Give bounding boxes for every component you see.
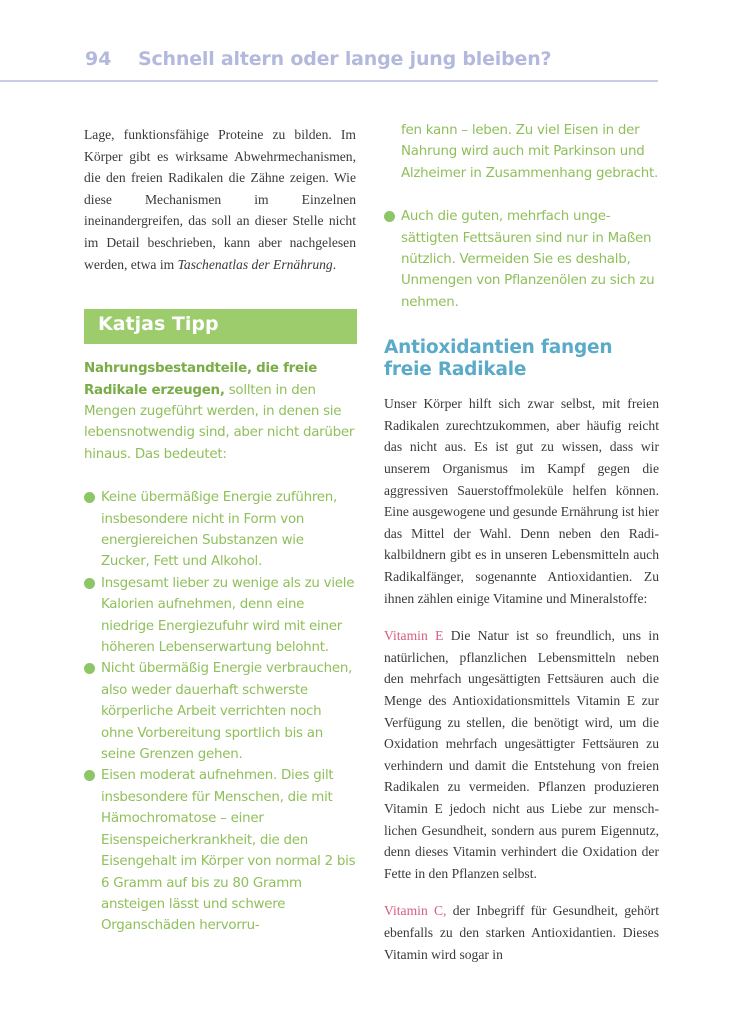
intro-end: . — [332, 256, 337, 272]
tipp-box-header — [84, 309, 357, 344]
bullet-text: Eisen moderat aufnehmen. Dies gilt insbesondere für Menschen, die mit Hämochromatose – einer Eisenspeicherkrankheit, die den Eisengehalt im Körper von normal 2 bis 6 Gramm auf bis zu 80 Gramm ansteigen lässt und schwere Organschäden hervorru- — [101, 768, 356, 934]
right-bullet-list — [384, 206, 659, 313]
tipp-intro-rest: sollten in den Mengen zugeführt werden, in denen sie lebensnotwendig sind, aber nicht darüber hinaus. Das bedeutet: — [84, 382, 355, 462]
tipp-title: Katjas Tipp — [98, 313, 219, 336]
tipp-intro-bold: Nahrungsbestandteile, die freie Radikale erzeugen, — [84, 361, 318, 398]
vitamin-e-label: Vitamin E — [384, 628, 444, 644]
bullet-dot-icon — [84, 492, 95, 503]
intro-text: Lage, funktionsfähige Proteine zu bilden. Im Körper gibt es wirksame Abwehrmechanismen, die den freien Radikalen die Zähne zeigen. Wie diese Mechanismen im Einzelnen ineinandergreifen, das soll an dieser Stelle nicht im Detail beschrieben, kann aber nachgelesen werden, etwa im — [84, 127, 356, 272]
list-item — [84, 658, 356, 765]
vitamin-c-label: Vitamin C, — [384, 903, 447, 919]
list-item — [84, 573, 356, 659]
list-item — [84, 487, 356, 573]
page-number: 94 — [85, 48, 112, 70]
bullet-dot-icon — [84, 770, 95, 781]
vitamin-c-paragraph — [384, 900, 659, 965]
book-title-italic: Taschenatlas der Ernährung — [177, 256, 333, 272]
vitamin-c-text: der Inbegriff für Gesundheit, gehört ebenfalls zu den starken Antioxidantien. Dieses Vitamin wird sogar in — [384, 903, 659, 962]
bullet-text: Nicht übermäßig Energie verbrauchen, also weder dauerhaft schwerste körperliche Arbeit verrichten noch ohne Vorbereitung sportlich bis an seine Grenzen gehen. — [101, 661, 353, 763]
bullet-dot-icon — [84, 663, 95, 674]
body-paragraph: Unser Körper hilft sich zwar selbst, mit freien Radikalen zurechtzukommen, aber häufig reicht das nicht aus. Es ist gut zu wissen, dass wir unserem Organismus im Kampf gegen die aggressiven Sauerstoffmoleküle helfen können. Eine ausgewogene und gesunde Ernährung ist hier das Mittel der Wahl. Denn neben den Radikalbildnern gibt es in unseren Lebensmitteln auch Radikalfänger, sogenannte Antioxidantien. Zu ihnen zählen einige Vitamine und Mineralstoffe: — [384, 396, 659, 606]
right-column — [384, 120, 659, 965]
running-header — [0, 40, 658, 82]
intro-paragraph — [84, 124, 356, 275]
tipp-bullet-list — [84, 487, 356, 937]
bullet-dot-icon — [384, 211, 395, 222]
bullet-text: Auch die guten, mehrfach ungesättigten Fettsäuren sind nur in Maßen nützlich. Vermeiden Sie es deshalb, Unmengen von Pflanzenölen zu sich zu nehmen. — [401, 209, 655, 310]
section-heading: Antioxidantien fangen freie Radikale — [384, 337, 613, 381]
vitamin-e-text: Die Natur ist so freundlich, uns in natürlichen, pflanzlichen Lebensmitteln neben den mehrfach ungesättigten Fettsäuren auch die Menge des Antioxidationsmittels Vitamin E zur Verfügung zu stellen, die benötigt wird, um die Oxidation mehrfach ungesättigter Fettsäuren zu verhindern und damit die Entstehung von freien Radikalen zu vermeiden. Pflanzen produzieren Vitamin E jedoch nicht aus Liebe zur menschlichen Gesundheit, sondern aus purem Eigennutz, denn dieses Vitamin verhindert die Oxidation der Fette in den Pflanzen selbst. — [384, 628, 659, 881]
running-title: Schnell altern oder lange jung bleiben? — [138, 48, 552, 70]
list-item — [84, 765, 356, 936]
list-item — [384, 206, 659, 313]
left-column — [84, 124, 356, 937]
tipp-intro — [84, 358, 356, 465]
bullet-dot-icon — [84, 578, 95, 589]
bullet-text: Keine übermäßige Energie zuführen, insbesondere nicht in Form von energiereichen Substanzen wie Zucker, Fett und Alkohol. — [101, 490, 338, 570]
bullet-continuation: fen kann – leben. Zu viel Eisen in der Nahrung wird auch mit Parkinson und Alzheimer in Zusammenhang gebracht. — [401, 123, 659, 181]
bullet-text: Insgesamt lieber zu wenige als zu viele Kalorien aufnehmen, denn eine niedrige Energiezufuhr wird mit einer höheren Lebenserwartung belohnt. — [101, 575, 355, 656]
vitamin-e-paragraph — [384, 625, 659, 884]
